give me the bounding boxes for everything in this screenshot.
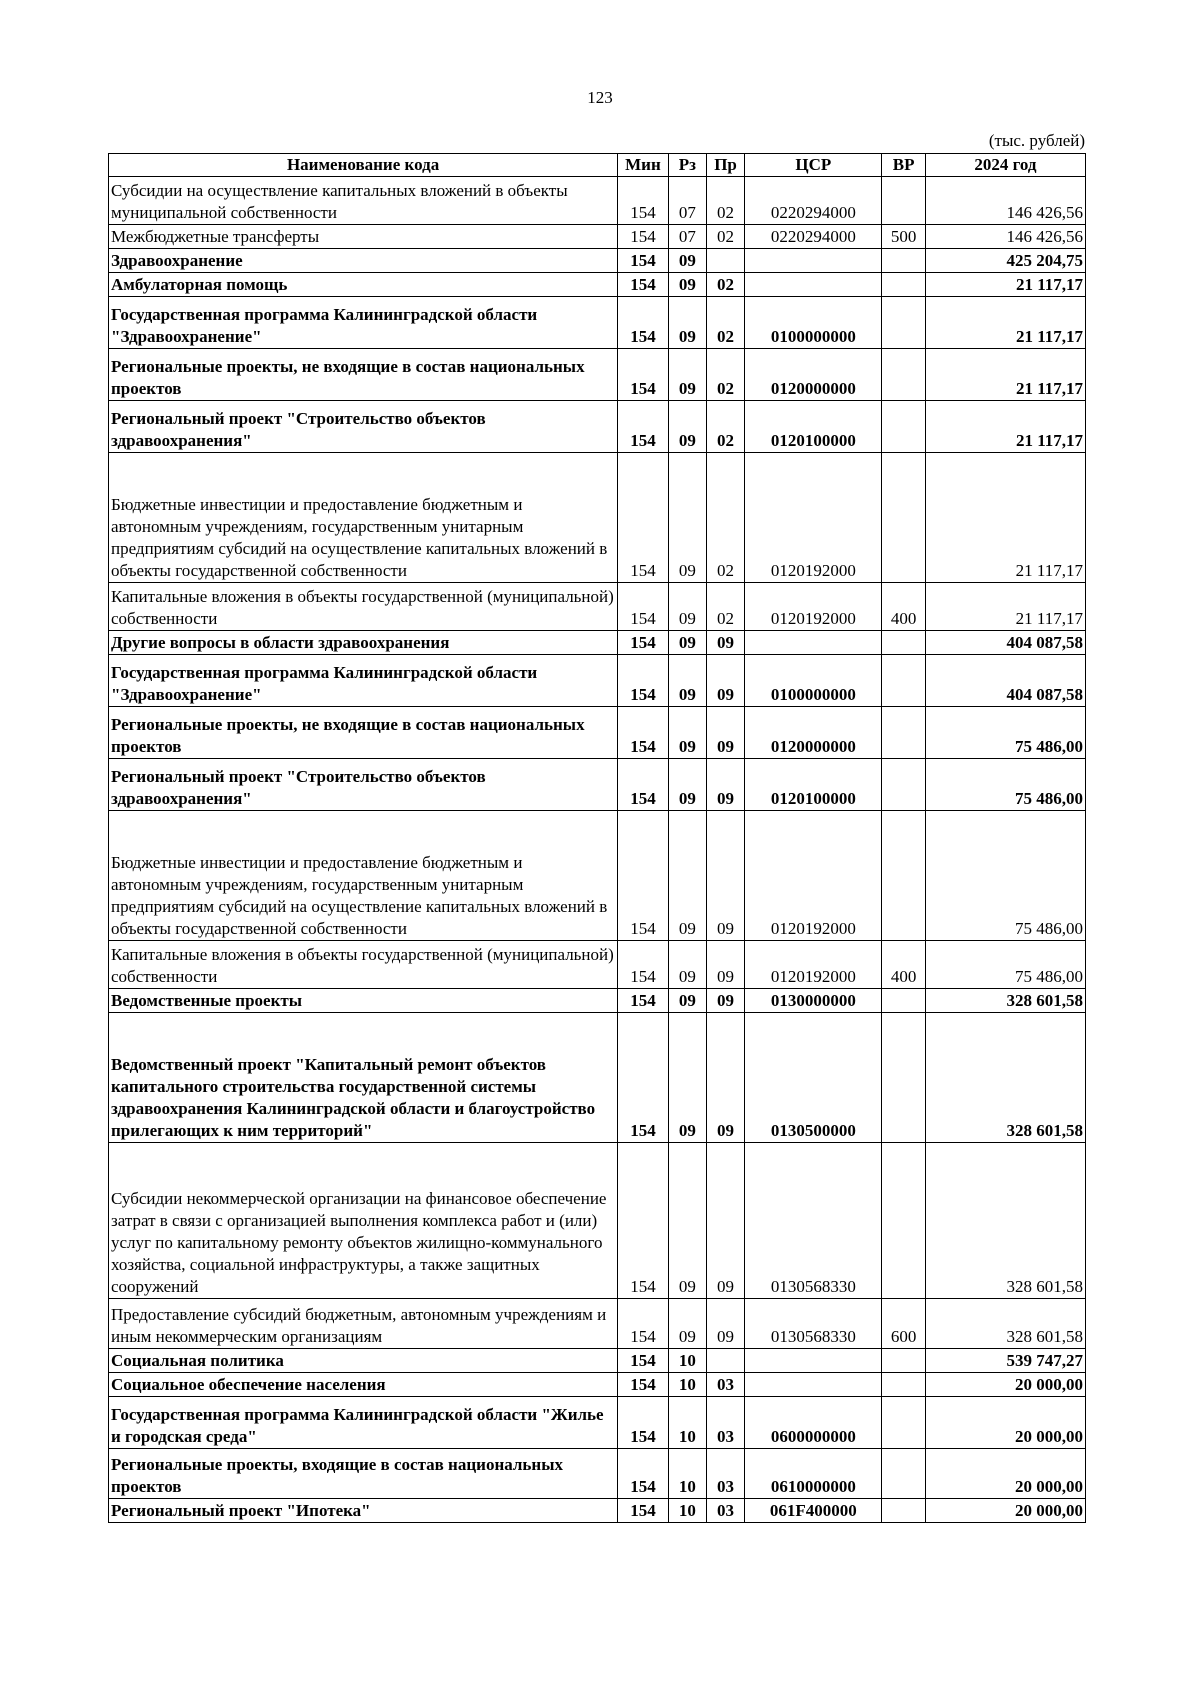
units-label: (тыс. рублей) bbox=[988, 131, 1085, 150]
cell-vr bbox=[882, 249, 925, 273]
cell-csr: 0120192000 bbox=[745, 941, 882, 989]
cell-name: Амбулаторная помощь bbox=[109, 273, 618, 297]
cell-sum: 328 601,58 bbox=[925, 1013, 1085, 1143]
cell-sum: 21 117,17 bbox=[925, 453, 1085, 583]
cell-min: 154 bbox=[618, 177, 669, 225]
cell-sum: 539 747,27 bbox=[925, 1349, 1085, 1373]
cell-sum: 21 117,17 bbox=[925, 273, 1085, 297]
table-row bbox=[109, 941, 1086, 989]
cell-pr: 09 bbox=[706, 655, 744, 707]
cell-rz: 09 bbox=[668, 297, 706, 349]
table-row bbox=[109, 707, 1086, 759]
cell-rz: 09 bbox=[668, 631, 706, 655]
cell-rz: 09 bbox=[668, 759, 706, 811]
cell-sum: 328 601,58 bbox=[925, 989, 1085, 1013]
cell-pr: 09 bbox=[706, 1299, 744, 1349]
header-csr: ЦСР bbox=[745, 154, 882, 177]
cell-vr bbox=[882, 1397, 925, 1449]
cell-name: Социальная политика bbox=[109, 1349, 618, 1373]
table-body bbox=[109, 177, 1086, 1523]
cell-pr: 02 bbox=[706, 401, 744, 453]
cell-rz: 07 bbox=[668, 177, 706, 225]
table-row bbox=[109, 1499, 1086, 1523]
cell-rz: 09 bbox=[668, 941, 706, 989]
cell-name: Межбюджетные трансферты bbox=[109, 225, 618, 249]
table-row bbox=[109, 349, 1086, 401]
cell-min: 154 bbox=[618, 1373, 669, 1397]
cell-pr: 09 bbox=[706, 1013, 744, 1143]
cell-sum: 20 000,00 bbox=[925, 1397, 1085, 1449]
cell-pr: 02 bbox=[706, 225, 744, 249]
cell-sum: 425 204,75 bbox=[925, 249, 1085, 273]
cell-csr: 061F400000 bbox=[745, 1499, 882, 1523]
cell-min: 154 bbox=[618, 707, 669, 759]
cell-name: Бюджетные инвестиции и предоставление бюджетным и автономным учреждениям, государственным унитарным предприятиям субсидий на осуществление капитальных вложений в объекты государственной собственности bbox=[109, 453, 618, 583]
cell-vr bbox=[882, 655, 925, 707]
cell-name: Региональный проект "Строительство объектов здравоохранения" bbox=[109, 401, 618, 453]
cell-name: Другие вопросы в области здравоохранения bbox=[109, 631, 618, 655]
cell-rz: 09 bbox=[668, 249, 706, 273]
cell-csr bbox=[745, 1373, 882, 1397]
table-header-row bbox=[109, 154, 1086, 177]
header-sum: 2024 год bbox=[925, 154, 1085, 177]
cell-name: Региональный проект "Ипотека" bbox=[109, 1499, 618, 1523]
cell-vr bbox=[882, 1143, 925, 1299]
cell-rz: 10 bbox=[668, 1373, 706, 1397]
cell-name: Предоставление субсидий бюджетным, автономным учреждениям и иным некоммерческим организациям bbox=[109, 1299, 618, 1349]
cell-sum: 20 000,00 bbox=[925, 1449, 1085, 1499]
cell-sum: 75 486,00 bbox=[925, 759, 1085, 811]
cell-pr: 03 bbox=[706, 1373, 744, 1397]
cell-csr: 0220294000 bbox=[745, 177, 882, 225]
cell-min: 154 bbox=[618, 655, 669, 707]
cell-csr: 0100000000 bbox=[745, 655, 882, 707]
cell-name: Капитальные вложения в объекты государственной (муниципальной) собственности bbox=[109, 583, 618, 631]
cell-sum: 328 601,58 bbox=[925, 1299, 1085, 1349]
cell-pr: 09 bbox=[706, 631, 744, 655]
cell-csr bbox=[745, 1349, 882, 1373]
cell-sum: 20 000,00 bbox=[925, 1499, 1085, 1523]
cell-pr: 09 bbox=[706, 989, 744, 1013]
cell-name: Региональные проекты, не входящие в состав национальных проектов bbox=[109, 707, 618, 759]
cell-sum: 404 087,58 bbox=[925, 631, 1085, 655]
cell-csr: 0220294000 bbox=[745, 225, 882, 249]
cell-pr: 03 bbox=[706, 1449, 744, 1499]
cell-rz: 09 bbox=[668, 811, 706, 941]
cell-csr: 0120100000 bbox=[745, 759, 882, 811]
cell-name: Социальное обеспечение населения bbox=[109, 1373, 618, 1397]
cell-csr: 0130500000 bbox=[745, 1013, 882, 1143]
table-row bbox=[109, 631, 1086, 655]
cell-rz: 09 bbox=[668, 707, 706, 759]
header-rz: Рз bbox=[668, 154, 706, 177]
cell-rz: 09 bbox=[668, 453, 706, 583]
cell-csr bbox=[745, 273, 882, 297]
cell-name: Ведомственные проекты bbox=[109, 989, 618, 1013]
cell-sum: 146 426,56 bbox=[925, 225, 1085, 249]
cell-sum: 20 000,00 bbox=[925, 1373, 1085, 1397]
cell-min: 154 bbox=[618, 1143, 669, 1299]
table-row bbox=[109, 1299, 1086, 1349]
cell-vr bbox=[882, 1499, 925, 1523]
cell-pr: 03 bbox=[706, 1397, 744, 1449]
cell-sum: 21 117,17 bbox=[925, 401, 1085, 453]
table-row bbox=[109, 1373, 1086, 1397]
cell-vr: 400 bbox=[882, 583, 925, 631]
cell-vr bbox=[882, 297, 925, 349]
cell-name: Региональные проекты, входящие в состав национальных проектов bbox=[109, 1449, 618, 1499]
budget-table bbox=[108, 153, 1086, 1523]
cell-min: 154 bbox=[618, 583, 669, 631]
cell-rz: 10 bbox=[668, 1397, 706, 1449]
cell-csr: 0100000000 bbox=[745, 297, 882, 349]
cell-min: 154 bbox=[618, 349, 669, 401]
cell-csr: 0610000000 bbox=[745, 1449, 882, 1499]
cell-sum: 75 486,00 bbox=[925, 941, 1085, 989]
cell-min: 154 bbox=[618, 1349, 669, 1373]
cell-name: Региональный проект "Строительство объектов здравоохранения" bbox=[109, 759, 618, 811]
cell-vr bbox=[882, 707, 925, 759]
cell-sum: 21 117,17 bbox=[925, 297, 1085, 349]
cell-pr: 03 bbox=[706, 1499, 744, 1523]
cell-pr: 09 bbox=[706, 811, 744, 941]
cell-vr bbox=[882, 631, 925, 655]
cell-rz: 09 bbox=[668, 583, 706, 631]
table-row bbox=[109, 177, 1086, 225]
cell-rz: 10 bbox=[668, 1349, 706, 1373]
cell-csr bbox=[745, 249, 882, 273]
table-row bbox=[109, 225, 1086, 249]
table-row bbox=[109, 811, 1086, 941]
cell-min: 154 bbox=[618, 1299, 669, 1349]
cell-rz: 09 bbox=[668, 349, 706, 401]
cell-csr bbox=[745, 631, 882, 655]
cell-rz: 09 bbox=[668, 1143, 706, 1299]
cell-pr: 02 bbox=[706, 273, 744, 297]
table-row bbox=[109, 1143, 1086, 1299]
cell-name: Ведомственный проект "Капитальный ремонт объектов капитального строительства государственной системы здравоохранения Калининградской области и благоустройство прилегающих к ним территорий" bbox=[109, 1013, 618, 1143]
cell-rz: 10 bbox=[668, 1449, 706, 1499]
cell-min: 154 bbox=[618, 225, 669, 249]
table-row bbox=[109, 1013, 1086, 1143]
cell-csr: 0120000000 bbox=[745, 707, 882, 759]
cell-csr: 0120000000 bbox=[745, 349, 882, 401]
cell-vr bbox=[882, 1449, 925, 1499]
cell-rz: 09 bbox=[668, 1013, 706, 1143]
cell-vr bbox=[882, 1013, 925, 1143]
cell-min: 154 bbox=[618, 989, 669, 1013]
page-number: 123 bbox=[587, 88, 613, 107]
cell-pr: 02 bbox=[706, 177, 744, 225]
cell-csr: 0130568330 bbox=[745, 1143, 882, 1299]
table-row bbox=[109, 1349, 1086, 1373]
cell-min: 154 bbox=[618, 1449, 669, 1499]
cell-vr bbox=[882, 453, 925, 583]
header-pr: Пр bbox=[706, 154, 744, 177]
cell-name: Государственная программа Калининградской области "Здравоохранение" bbox=[109, 655, 618, 707]
cell-min: 154 bbox=[618, 297, 669, 349]
cell-csr: 0120192000 bbox=[745, 453, 882, 583]
cell-rz: 09 bbox=[668, 401, 706, 453]
cell-vr bbox=[882, 401, 925, 453]
cell-name: Бюджетные инвестиции и предоставление бюджетным и автономным учреждениям, государственным унитарным предприятиям субсидий на осуществление капитальных вложений в объекты государственной собственности bbox=[109, 811, 618, 941]
table-row bbox=[109, 655, 1086, 707]
cell-rz: 09 bbox=[668, 273, 706, 297]
cell-vr bbox=[882, 273, 925, 297]
cell-pr: 02 bbox=[706, 583, 744, 631]
table-row bbox=[109, 759, 1086, 811]
table-row bbox=[109, 249, 1086, 273]
cell-name: Капитальные вложения в объекты государственной (муниципальной) собственности bbox=[109, 941, 618, 989]
cell-min: 154 bbox=[618, 631, 669, 655]
table-row bbox=[109, 1397, 1086, 1449]
cell-pr: 09 bbox=[706, 707, 744, 759]
cell-min: 154 bbox=[618, 1499, 669, 1523]
cell-pr bbox=[706, 1349, 744, 1373]
cell-vr: 400 bbox=[882, 941, 925, 989]
cell-name: Региональные проекты, не входящие в состав национальных проектов bbox=[109, 349, 618, 401]
table-row bbox=[109, 583, 1086, 631]
cell-sum: 21 117,17 bbox=[925, 583, 1085, 631]
cell-min: 154 bbox=[618, 453, 669, 583]
cell-rz: 09 bbox=[668, 989, 706, 1013]
cell-vr bbox=[882, 177, 925, 225]
cell-min: 154 bbox=[618, 249, 669, 273]
header-name: Наименование кода bbox=[109, 154, 618, 177]
cell-min: 154 bbox=[618, 1013, 669, 1143]
cell-rz: 09 bbox=[668, 655, 706, 707]
cell-csr: 0120192000 bbox=[745, 811, 882, 941]
header-vr: ВР bbox=[882, 154, 925, 177]
cell-min: 154 bbox=[618, 759, 669, 811]
cell-rz: 07 bbox=[668, 225, 706, 249]
cell-name: Здравоохранение bbox=[109, 249, 618, 273]
cell-rz: 09 bbox=[668, 1299, 706, 1349]
cell-vr: 600 bbox=[882, 1299, 925, 1349]
cell-vr bbox=[882, 989, 925, 1013]
cell-name: Субсидии на осуществление капитальных вложений в объекты муниципальной собственности bbox=[109, 177, 618, 225]
cell-min: 154 bbox=[618, 1397, 669, 1449]
cell-vr bbox=[882, 1349, 925, 1373]
cell-name: Субсидии некоммерческой организации на финансовое обеспечение затрат в связи с организацией выполнения комплекса работ и (или) услуг по капитальному ремонту объектов жилищно-коммунального хозяйства, социальной инфраструктуры, а также защитных сооружений bbox=[109, 1143, 618, 1299]
cell-name: Государственная программа Калининградской области "Здравоохранение" bbox=[109, 297, 618, 349]
cell-vr bbox=[882, 1373, 925, 1397]
cell-vr bbox=[882, 759, 925, 811]
cell-min: 154 bbox=[618, 401, 669, 453]
cell-csr: 0130000000 bbox=[745, 989, 882, 1013]
cell-rz: 10 bbox=[668, 1499, 706, 1523]
cell-csr: 0120100000 bbox=[745, 401, 882, 453]
table-row bbox=[109, 989, 1086, 1013]
table-row bbox=[109, 453, 1086, 583]
cell-pr: 02 bbox=[706, 453, 744, 583]
cell-sum: 21 117,17 bbox=[925, 349, 1085, 401]
cell-pr: 02 bbox=[706, 349, 744, 401]
cell-sum: 328 601,58 bbox=[925, 1143, 1085, 1299]
cell-sum: 146 426,56 bbox=[925, 177, 1085, 225]
cell-vr: 500 bbox=[882, 225, 925, 249]
cell-pr: 09 bbox=[706, 759, 744, 811]
table-row bbox=[109, 401, 1086, 453]
cell-csr: 0120192000 bbox=[745, 583, 882, 631]
table-row bbox=[109, 1449, 1086, 1499]
cell-vr bbox=[882, 349, 925, 401]
cell-pr: 02 bbox=[706, 297, 744, 349]
cell-min: 154 bbox=[618, 811, 669, 941]
header-min: Мин bbox=[618, 154, 669, 177]
cell-pr bbox=[706, 249, 744, 273]
cell-min: 154 bbox=[618, 941, 669, 989]
cell-sum: 404 087,58 bbox=[925, 655, 1085, 707]
cell-pr: 09 bbox=[706, 941, 744, 989]
cell-vr bbox=[882, 811, 925, 941]
cell-min: 154 bbox=[618, 273, 669, 297]
cell-csr: 0600000000 bbox=[745, 1397, 882, 1449]
cell-csr: 0130568330 bbox=[745, 1299, 882, 1349]
cell-sum: 75 486,00 bbox=[925, 707, 1085, 759]
table-row bbox=[109, 297, 1086, 349]
cell-name: Государственная программа Калининградской области "Жилье и городская среда" bbox=[109, 1397, 618, 1449]
cell-pr: 09 bbox=[706, 1143, 744, 1299]
cell-sum: 75 486,00 bbox=[925, 811, 1085, 941]
table-row bbox=[109, 273, 1086, 297]
